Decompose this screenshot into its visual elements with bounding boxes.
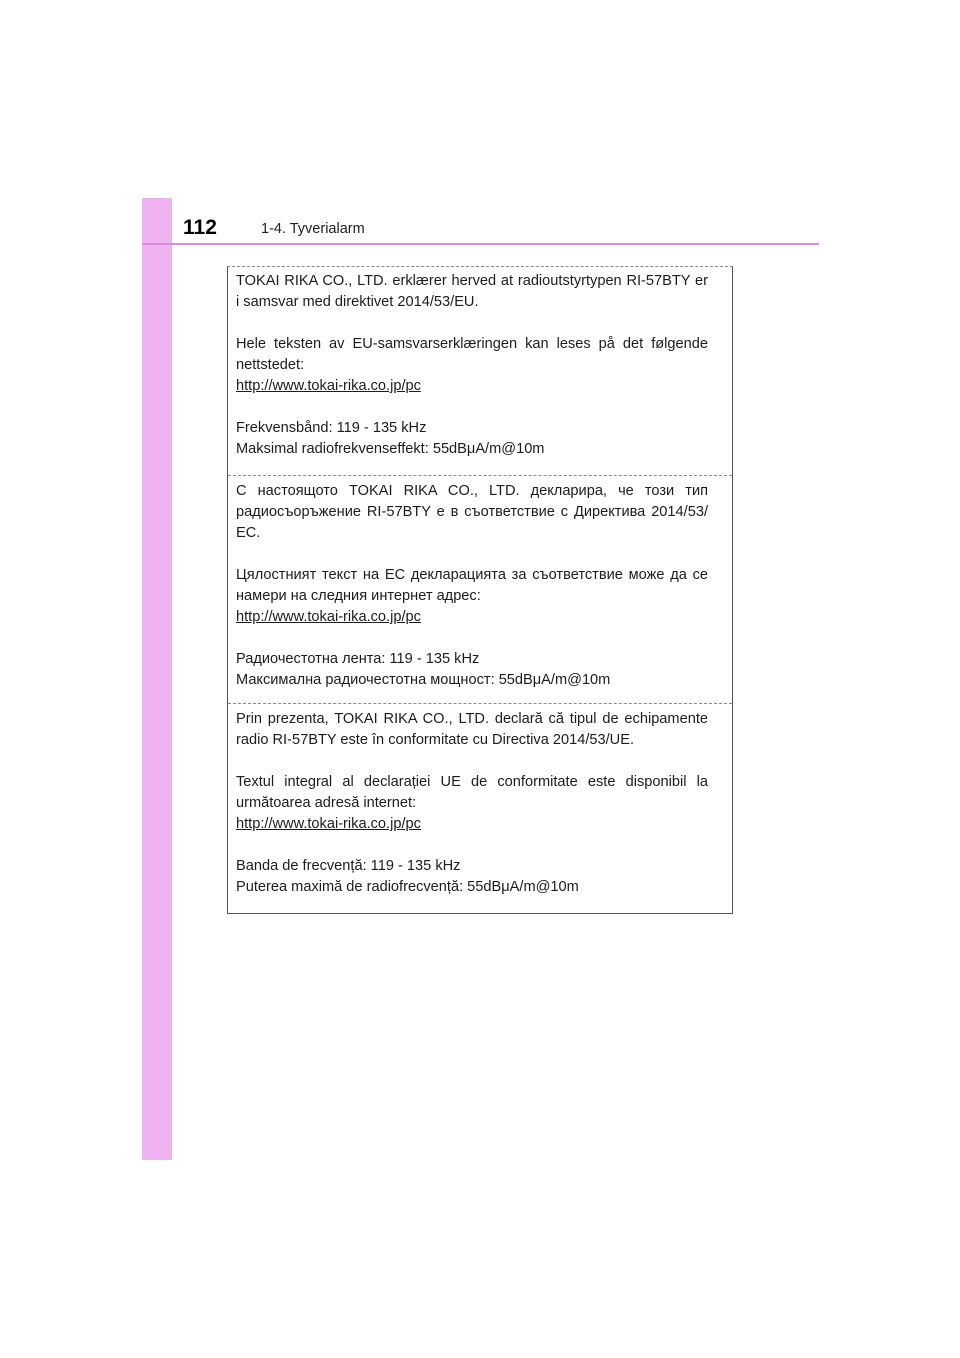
declaration-text: Prin prezenta, TOKAI RIKA CO., LTD. declară că tipul de echipamente radio RI-57BTY este în conformitate cu Directiva 2014/53/UE. <box>236 711 708 748</box>
page-header <box>183 216 823 246</box>
regulatory-notice-box <box>227 266 733 914</box>
notice-section-romanian <box>228 709 732 898</box>
notice-section-danish <box>228 271 732 460</box>
declaration-url-link[interactable]: http://www.tokai-rika.co.jp/pc <box>236 816 421 832</box>
header-rule <box>142 243 819 245</box>
max-power: Максимална радиочестотна мощност: 55dBμA/m@10m <box>236 672 611 688</box>
notice-section-bulgarian <box>228 481 732 691</box>
max-power: Puterea maximă de radiofrecvență: 55dBμA/m@10m <box>236 879 579 895</box>
frequency-band: Frekvensbånd: 119 - 135 kHz <box>236 420 427 436</box>
declaration-text: С настоящото TOKAI RIKA CO., LTD. декларира, че този тип радиосъоръжение RI-57BTY е в съответствие с Директива 2014/53/ЕС. <box>236 483 708 541</box>
full-text-notice: Textul integral al declarației UE de conformitate este disponibil la următoarea adresă internet: <box>236 774 708 811</box>
full-text-notice: Hele teksten av EU-samsvarserklæringen kan leses på det følgende nettstedet: <box>236 336 708 373</box>
section-divider <box>228 703 732 704</box>
frequency-band: Радиочестотна лента: 119 - 135 kHz <box>236 651 480 667</box>
section-title: 1-4. Tyverialarm <box>261 221 365 237</box>
page-number: 112 <box>183 216 217 239</box>
declaration-text: TOKAI RIKA CO., LTD. erklærer herved at radioutstyrtypen RI-57BTY er i samsvar med direktivet 2014/53/EU. <box>236 273 708 310</box>
declaration-url-link[interactable]: http://www.tokai-rika.co.jp/pc <box>236 609 421 625</box>
declaration-url-link[interactable]: http://www.tokai-rika.co.jp/pc <box>236 378 421 394</box>
chapter-side-band <box>142 198 172 1160</box>
full-text-notice: Цялостният текст на ЕС декларацията за съответствие може да се намери на следния интернет адрес: <box>236 567 708 604</box>
section-divider <box>228 475 732 476</box>
max-power: Maksimal radiofrekvenseffekt: 55dBμA/m@10m <box>236 441 545 457</box>
frequency-band: Banda de frecvență: 119 - 135 kHz <box>236 858 461 874</box>
